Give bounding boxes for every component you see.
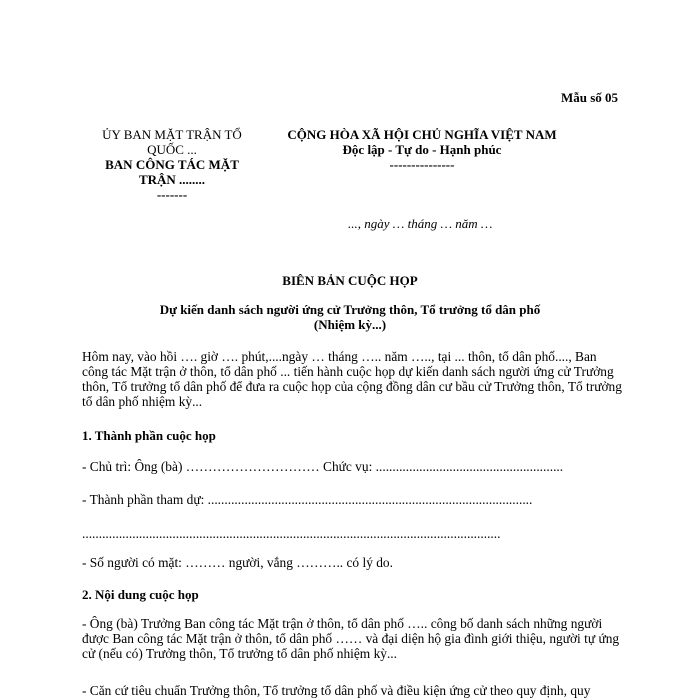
section-2-paragraph-2: - Căn cứ tiêu chuẩn Trưởng thôn, Tổ trưởng tổ dân phố và điều kiện ứng cử theo quy định, quy bbox=[82, 683, 591, 698]
national-title: CỘNG HÒA XÃ HỘI CHỦ NGHĨA VIỆT NAM bbox=[287, 127, 557, 142]
document-title: BIÊN BẢN CUỘC HỌP bbox=[282, 273, 418, 288]
intro-paragraph: Hôm nay, vào hồi …. giờ …. phút,....ngày … tháng ….. năm ….., tại ... thôn, tổ dân phố...., Ban công tác Mặt trận ở thôn, tổ dân phố ... tiến hành cuộc họp dự kiến danh sách người ứng cử Trưởng thôn, Tổ trưởng tổ dân phố để đưa ra cuộc họp của cộng đồng dân cư bầu cử Trưởng thôn, Tổ trưởng tổ dân phố nhiệm kỳ... bbox=[82, 349, 622, 409]
chair-line: - Chủ trì: Ông (bà) ………………………… Chức vụ: ........................................................ bbox=[82, 459, 564, 474]
document-subtitle bbox=[130, 302, 570, 332]
left-header bbox=[88, 127, 256, 202]
attendance-count-line: - Số người có mặt: ……… người, vắng ……….. có lý do. bbox=[82, 555, 393, 570]
section-2-heading: 2. Nội dung cuộc họp bbox=[82, 587, 199, 602]
right-header bbox=[268, 127, 576, 172]
subtitle-line-1: Dự kiến danh sách người ứng cử Trưởng thôn, Tổ trưởng tổ dân phố bbox=[159, 302, 541, 317]
attendees-dotted-line: ............................................................................................................................. bbox=[82, 526, 501, 541]
left-header-separator: ------- bbox=[156, 187, 188, 202]
national-motto: Độc lập - Tự do - Hạnh phúc bbox=[342, 142, 502, 157]
section-1-heading: 1. Thành phần cuộc họp bbox=[82, 428, 216, 443]
board-name: BAN CÔNG TÁC MẶT TRẬN ........ bbox=[105, 157, 239, 187]
committee-name: ỦY BAN MẶT TRẬN TỔ QUỐC ... bbox=[102, 127, 242, 157]
form-number: Mẫu số 05 bbox=[560, 90, 618, 105]
right-header-separator: --------------- bbox=[389, 157, 455, 172]
attendees-line: - Thành phần tham dự: ................................................................................................. bbox=[82, 492, 533, 507]
section-2-paragraph-1: - Ông (bà) Trưởng Ban công tác Mặt trận ở thôn, tổ dân phố ….. công bố danh sách những người được Ban công tác Mặt trận ở thôn, tổ dân phố …… và đại diện hộ gia đình giới thiệu, người tự ứng cử (nếu có) Trưởng thôn, Tổ trưởng tổ dân phố nhiệm kỳ... bbox=[82, 616, 620, 661]
date-line: ..., ngày … tháng … năm … bbox=[348, 216, 493, 231]
subtitle-line-2: (Nhiệm kỳ...) bbox=[313, 317, 387, 332]
